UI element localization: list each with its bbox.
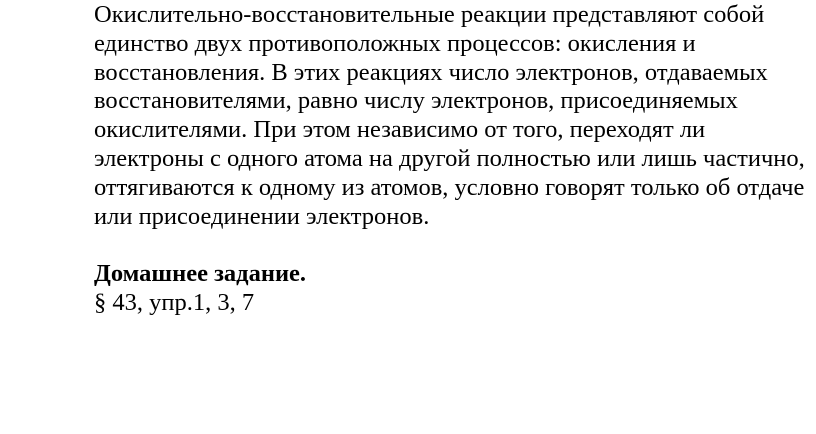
paragraph-line-5: окислителями. При этом независимо от того, переходят ли — [94, 116, 706, 144]
blank-line — [94, 231, 816, 260]
document-page — [94, 1, 816, 318]
paragraph-line-4: восстановителями, равно числу электронов, присоединяемых — [94, 87, 738, 115]
homework-text: § 43, упр.1, 3, 7 — [94, 288, 255, 316]
body-paragraph — [94, 1, 816, 231]
paragraph-line-6: электроны с одного атома на другой полностью или лишь частично, — [94, 144, 805, 172]
paragraph-line-8: или присоединении электронов. — [94, 202, 430, 230]
paragraph-line-1: Окислительно-восстановительные реакции представляют собой — [94, 1, 765, 28]
paragraph-line-3: восстановления. В этих реакциях число электронов, отдаваемых — [94, 58, 768, 86]
homework-heading: Домашнее задание. — [94, 260, 307, 288]
paragraph-line-2: единство двух противоположных процессов: окисления и — [94, 29, 696, 57]
paragraph-line-7: оттягиваются к одному из атомов, условно говорят только об отдаче — [94, 173, 805, 201]
